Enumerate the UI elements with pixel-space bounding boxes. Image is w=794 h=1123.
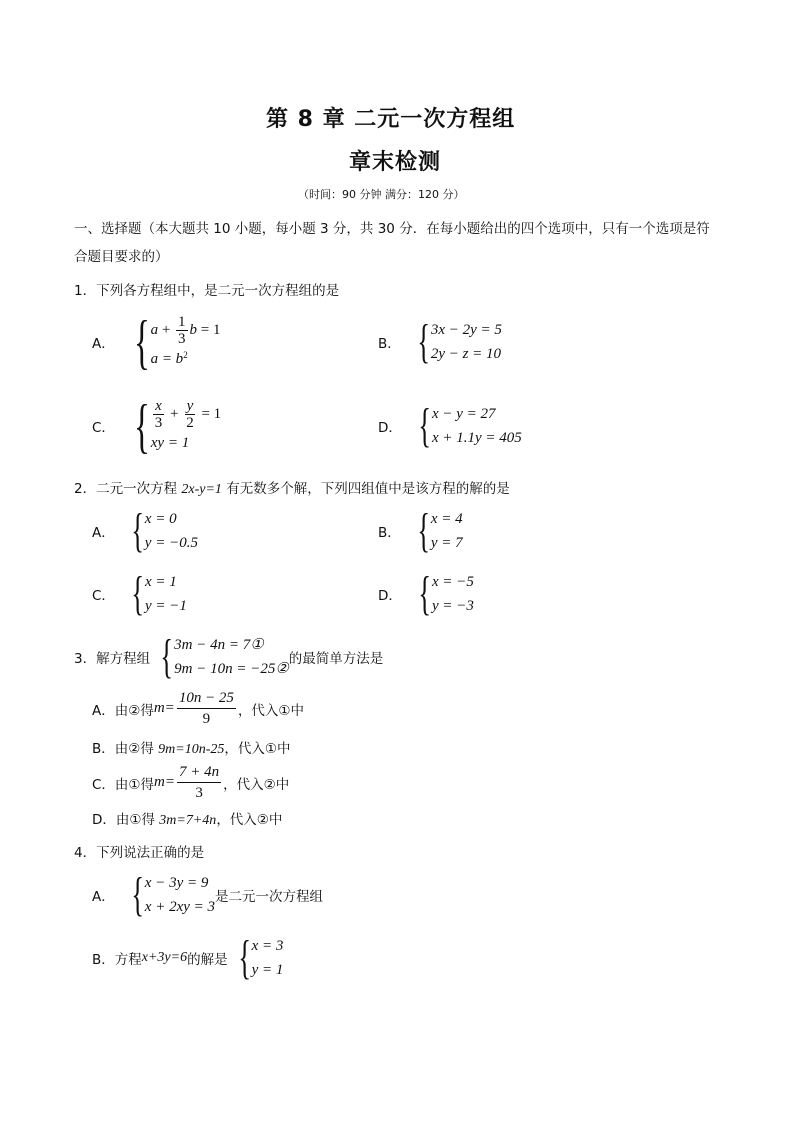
section-heading-cont: 合题目要求的） [74, 249, 169, 265]
eq-line-1: x − y = 27 [431, 406, 496, 422]
rest: = 1 [197, 406, 222, 422]
var: a [150, 322, 159, 338]
option-text-mid: 的解是 [187, 952, 228, 968]
eq-line-1: x = 4 [430, 511, 463, 527]
fraction: $\frac{x}{3}$ [154, 397, 163, 431]
brace: { [133, 309, 150, 375]
option-label: C． [92, 420, 115, 436]
eq-line-1: 3m − 4n = 7① [174, 637, 264, 653]
eq-line-1: 3x − 2y = 5 [430, 322, 502, 338]
question-2-stem [74, 477, 510, 498]
question-3-stem [74, 630, 384, 683]
option-eq: 9m=10n-25 [158, 742, 225, 757]
question-4-stem: 4．下列说法正确的是 [74, 845, 205, 861]
option-text: C．由①得 [92, 776, 155, 793]
option-text: B．由②得 [92, 741, 159, 757]
brace: { [133, 393, 150, 459]
option-label: C． [92, 588, 115, 604]
q2-option-d[interactable] [378, 567, 474, 620]
option-eq: x+3y=6 [141, 950, 188, 965]
op: + [158, 322, 175, 338]
eq-line-1: x = 3 [251, 938, 284, 954]
stem-post: 的最简单方法是 [288, 651, 384, 667]
stem-pre: 2．二元一次方程 [74, 481, 182, 497]
q3-option-a[interactable] [92, 688, 304, 729]
option-label: A． [92, 525, 115, 541]
option-text: B．方程 [92, 952, 142, 968]
q1-option-a[interactable] [92, 309, 221, 375]
q4-option-b[interactable] [92, 931, 284, 984]
option-text-post: ，代入②中 [223, 776, 290, 793]
brace: { [131, 567, 144, 620]
brace: { [417, 315, 430, 368]
option-label: A． [92, 889, 115, 905]
eq-line-2: y = −3 [431, 598, 474, 614]
q3-option-b[interactable] [92, 737, 291, 758]
exam-info: （时间：90 分钟 满分：120 分） [298, 188, 465, 201]
option-label: B． [378, 525, 401, 541]
brace: { [418, 399, 431, 452]
question-1-stem: 1．下列各方程组中，是二元一次方程组的是 [74, 283, 340, 299]
eq-line-2: y = 1 [251, 962, 284, 978]
var: m= [153, 700, 175, 716]
stem-eq: 2x-y=1 [181, 482, 222, 497]
q4-option-a[interactable] [92, 868, 324, 921]
stem-pre: 3．解方程组 [74, 651, 151, 667]
stem-post: 有无数多个解，下列四组值中是该方程的解的是 [221, 481, 510, 497]
option-text-post: ，代入②中 [216, 812, 283, 828]
eq-line-2: x + 2xy = 3 [144, 899, 216, 915]
eq-line-2: y = −0.5 [144, 535, 198, 551]
fraction: $\frac{y}{2}$ [186, 397, 194, 431]
brace: { [160, 630, 174, 683]
option-text-post: 是二元一次方程组 [215, 889, 324, 905]
brace: { [418, 567, 431, 620]
eq-line-1: x = 1 [144, 574, 177, 590]
option-label: B． [378, 336, 401, 352]
q1-option-c[interactable] [92, 393, 222, 459]
q1-option-d[interactable] [378, 399, 522, 452]
eq-line-1: x − 3y = 9 [144, 875, 209, 891]
option-text: A．由②得 [92, 702, 154, 719]
option-label: D． [378, 420, 402, 436]
q2-option-c[interactable] [92, 567, 187, 620]
option-text: D．由①得 [92, 812, 160, 828]
brace: { [131, 868, 144, 921]
eq-line-2: 2y − z = 10 [430, 346, 502, 362]
brace: { [237, 931, 251, 984]
eq-line-2: y = 7 [430, 535, 463, 551]
eq-line-1: x = 0 [144, 511, 177, 527]
option-label: D． [378, 588, 402, 604]
eq-line-2: xy = 1 [150, 435, 190, 451]
option-text-post: ，代入①中 [224, 741, 291, 757]
var: m= [154, 774, 175, 790]
brace: { [131, 504, 144, 557]
fraction: $\frac{7 + 4n}{3}$ [179, 764, 220, 801]
option-eq: 3m=7+4n [159, 813, 217, 828]
brace: { [417, 504, 430, 557]
option-label: A． [92, 336, 115, 352]
var: b [189, 322, 198, 338]
eq-line-2: y = −1 [144, 598, 187, 614]
q3-option-c[interactable] [92, 762, 289, 803]
rest: = 1 [197, 322, 221, 338]
section-heading: 一、选择题（本大题共 10 小题，每小题 3 分，共 30 分．在每小题给出的四个选项中，只有一个选项是符 [74, 221, 710, 237]
option-text-post: ，代入①中 [237, 702, 305, 719]
q2-option-b[interactable] [378, 504, 463, 557]
q2-option-a[interactable] [92, 504, 198, 557]
eq-line-2: x + 1.1y = 405 [431, 430, 522, 446]
eq-line-1: x = −5 [431, 574, 474, 590]
eq-line-2: 9m − 10n = −25② [174, 661, 289, 677]
q3-option-d[interactable] [92, 808, 282, 829]
eq: a = b [150, 351, 184, 367]
op: + [166, 406, 183, 422]
q1-option-b[interactable] [378, 315, 502, 368]
chapter-title: 第 8 章 二元一次方程组 [266, 107, 516, 132]
exponent: 2 [183, 350, 188, 360]
section-title: 章末检测 [349, 150, 442, 175]
fraction: $\frac{1}{3}$ [178, 313, 186, 347]
fraction: $\frac{10n - 25}{9}$ [178, 690, 234, 727]
